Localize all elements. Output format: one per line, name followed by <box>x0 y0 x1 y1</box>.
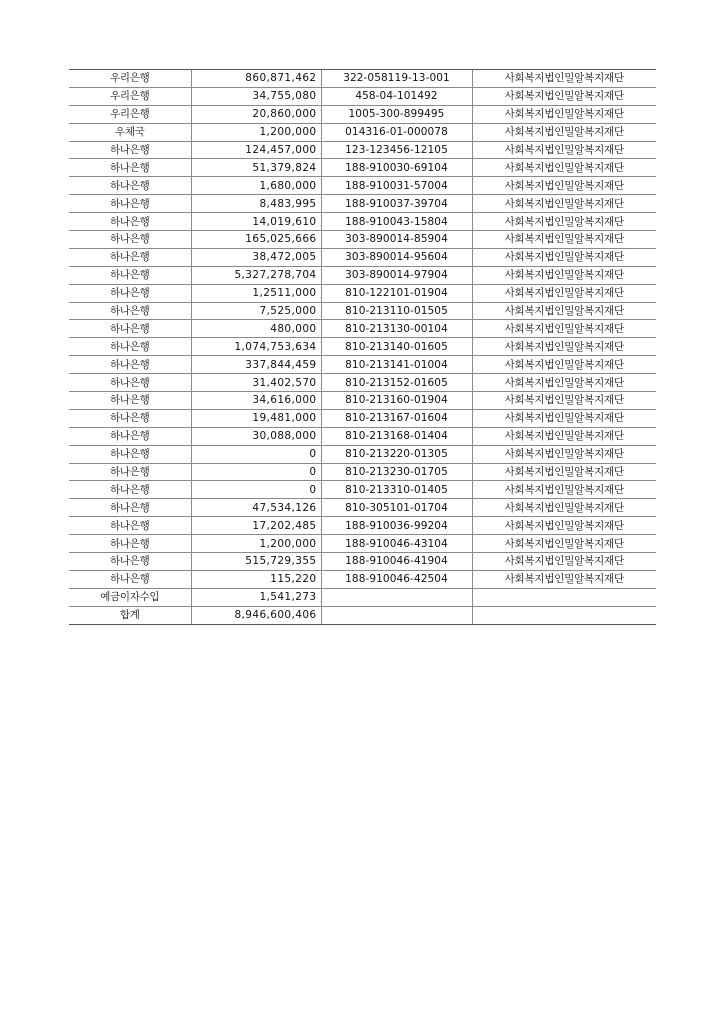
table-row <box>69 266 656 284</box>
account-holder-cell: 사회복지법인밀알복지재단 <box>472 517 656 535</box>
account-number-cell: 188-910043-15804 <box>321 213 472 231</box>
amount-cell: 124,457,000 <box>191 141 321 159</box>
bank-name-cell: 우리은행 <box>69 70 191 88</box>
account-number-cell: 810-213167-01604 <box>321 409 472 427</box>
interest-income-amount: 1,541,273 <box>191 588 321 606</box>
bank-name-cell: 우체국 <box>69 123 191 141</box>
bank-name-cell: 하나은행 <box>69 392 191 410</box>
bank-name-cell: 하나은행 <box>69 320 191 338</box>
table-row <box>69 302 656 320</box>
account-number-cell: 810-213168-01404 <box>321 427 472 445</box>
bank-name-cell: 하나은행 <box>69 195 191 213</box>
empty-cell <box>472 588 656 606</box>
account-number-cell: 188-910046-41904 <box>321 553 472 571</box>
account-holder-cell: 사회복지법인밀알복지재단 <box>472 248 656 266</box>
amount-cell: 860,871,462 <box>191 70 321 88</box>
bank-name-cell: 하나은행 <box>69 248 191 266</box>
bank-name-cell: 하나은행 <box>69 141 191 159</box>
bank-name-cell: 하나은행 <box>69 231 191 249</box>
table-row <box>69 374 656 392</box>
account-holder-cell: 사회복지법인밀알복지재단 <box>472 481 656 499</box>
interest-income-label: 예금이자수입 <box>69 588 191 606</box>
bank-name-cell: 하나은행 <box>69 409 191 427</box>
account-number-cell: 810-213220-01305 <box>321 445 472 463</box>
bank-name-cell: 하나은행 <box>69 517 191 535</box>
amount-cell: 51,379,824 <box>191 159 321 177</box>
table-row <box>69 445 656 463</box>
amount-cell: 0 <box>191 445 321 463</box>
account-holder-cell: 사회복지법인밀알복지재단 <box>472 374 656 392</box>
amount-cell: 38,472,005 <box>191 248 321 266</box>
account-holder-cell: 사회복지법인밀알복지재단 <box>472 463 656 481</box>
account-holder-cell: 사회복지법인밀알복지재단 <box>472 177 656 195</box>
amount-cell: 34,616,000 <box>191 392 321 410</box>
account-holder-cell: 사회복지법인밀알복지재단 <box>472 445 656 463</box>
table-row <box>69 553 656 571</box>
account-holder-cell: 사회복지법인밀알복지재단 <box>472 284 656 302</box>
table-row <box>69 499 656 517</box>
bank-name-cell: 하나은행 <box>69 284 191 302</box>
account-number-cell: 810-213130-00104 <box>321 320 472 338</box>
account-holder-cell: 사회복지법인밀알복지재단 <box>472 499 656 517</box>
account-number-cell: 303-890014-95604 <box>321 248 472 266</box>
interest-income-row <box>69 588 656 606</box>
account-holder-cell: 사회복지법인밀알복지재단 <box>472 427 656 445</box>
table-row <box>69 481 656 499</box>
table-row <box>69 231 656 249</box>
amount-cell: 14,019,610 <box>191 213 321 231</box>
account-holder-cell: 사회복지법인밀알복지재단 <box>472 392 656 410</box>
bank-name-cell: 하나은행 <box>69 177 191 195</box>
table-row <box>69 570 656 588</box>
account-number-cell: 810-122101-01904 <box>321 284 472 302</box>
table-body <box>69 70 656 625</box>
table-row <box>69 105 656 123</box>
bank-name-cell: 하나은행 <box>69 356 191 374</box>
account-number-cell: 188-910036-99204 <box>321 517 472 535</box>
account-holder-cell: 사회복지법인밀알복지재단 <box>472 213 656 231</box>
bank-name-cell: 하나은행 <box>69 553 191 571</box>
amount-cell: 31,402,570 <box>191 374 321 392</box>
amount-cell: 515,729,355 <box>191 553 321 571</box>
table-row <box>69 392 656 410</box>
total-amount: 8,946,600,406 <box>191 606 321 624</box>
account-holder-cell: 사회복지법인밀알복지재단 <box>472 195 656 213</box>
account-holder-cell: 사회복지법인밀알복지재단 <box>472 338 656 356</box>
account-holder-cell: 사회복지법인밀알복지재단 <box>472 70 656 88</box>
account-holder-cell: 사회복지법인밀알복지재단 <box>472 266 656 284</box>
amount-cell: 1,200,000 <box>191 535 321 553</box>
table-row <box>69 284 656 302</box>
amount-cell: 0 <box>191 481 321 499</box>
account-holder-cell: 사회복지법인밀알복지재단 <box>472 553 656 571</box>
account-number-cell: 188-910046-42504 <box>321 570 472 588</box>
amount-cell: 7,525,000 <box>191 302 321 320</box>
table-row <box>69 517 656 535</box>
bank-name-cell: 하나은행 <box>69 159 191 177</box>
bank-name-cell: 하나은행 <box>69 338 191 356</box>
account-number-cell: 188-910030-69104 <box>321 159 472 177</box>
account-number-cell: 810-213160-01904 <box>321 392 472 410</box>
account-number-cell: 322-058119-13-001 <box>321 70 472 88</box>
table-row <box>69 87 656 105</box>
account-number-cell: 810-213110-01505 <box>321 302 472 320</box>
table-row <box>69 320 656 338</box>
table-row <box>69 159 656 177</box>
amount-cell: 0 <box>191 463 321 481</box>
bank-account-table <box>69 69 656 625</box>
account-holder-cell: 사회복지법인밀알복지재단 <box>472 231 656 249</box>
account-holder-cell: 사회복지법인밀알복지재단 <box>472 535 656 553</box>
total-label: 합계 <box>69 606 191 624</box>
bank-name-cell: 우리은행 <box>69 87 191 105</box>
table-row <box>69 463 656 481</box>
account-number-cell: 188-910031-57004 <box>321 177 472 195</box>
account-number-cell: 123-123456-12105 <box>321 141 472 159</box>
account-number-cell: 810-213230-01705 <box>321 463 472 481</box>
amount-cell: 30,088,000 <box>191 427 321 445</box>
account-holder-cell: 사회복지법인밀알복지재단 <box>472 87 656 105</box>
amount-cell: 5,327,278,704 <box>191 266 321 284</box>
account-holder-cell: 사회복지법인밀알복지재단 <box>472 409 656 427</box>
table-row <box>69 427 656 445</box>
empty-cell <box>321 606 472 624</box>
amount-cell: 1,200,000 <box>191 123 321 141</box>
account-number-cell: 1005-300-899495 <box>321 105 472 123</box>
bank-name-cell: 하나은행 <box>69 570 191 588</box>
account-holder-cell: 사회복지법인밀알복지재단 <box>472 123 656 141</box>
bank-name-cell: 하나은행 <box>69 499 191 517</box>
table-row <box>69 70 656 88</box>
amount-cell: 34,755,080 <box>191 87 321 105</box>
account-number-cell: 810-213141-01004 <box>321 356 472 374</box>
amount-cell: 19,481,000 <box>191 409 321 427</box>
account-holder-cell: 사회복지법인밀알복지재단 <box>472 159 656 177</box>
amount-cell: 47,534,126 <box>191 499 321 517</box>
empty-cell <box>321 588 472 606</box>
account-number-cell: 303-890014-85904 <box>321 231 472 249</box>
bank-name-cell: 하나은행 <box>69 374 191 392</box>
amount-cell: 165,025,666 <box>191 231 321 249</box>
account-holder-cell: 사회복지법인밀알복지재단 <box>472 105 656 123</box>
table-row <box>69 195 656 213</box>
account-holder-cell: 사회복지법인밀알복지재단 <box>472 320 656 338</box>
amount-cell: 1,680,000 <box>191 177 321 195</box>
account-holder-cell: 사회복지법인밀알복지재단 <box>472 570 656 588</box>
bank-name-cell: 하나은행 <box>69 481 191 499</box>
bank-name-cell: 하나은행 <box>69 427 191 445</box>
account-number-cell: 303-890014-97904 <box>321 266 472 284</box>
account-holder-cell: 사회복지법인밀알복지재단 <box>472 141 656 159</box>
table-row <box>69 213 656 231</box>
account-number-cell: 458-04-101492 <box>321 87 472 105</box>
account-holder-cell: 사회복지법인밀알복지재단 <box>472 302 656 320</box>
empty-cell <box>472 606 656 624</box>
bank-name-cell: 하나은행 <box>69 266 191 284</box>
amount-cell: 1,2511,000 <box>191 284 321 302</box>
bank-name-cell: 하나은행 <box>69 302 191 320</box>
table-row <box>69 409 656 427</box>
bank-name-cell: 하나은행 <box>69 535 191 553</box>
table-row <box>69 338 656 356</box>
bank-name-cell: 하나은행 <box>69 445 191 463</box>
bank-name-cell: 우리은행 <box>69 105 191 123</box>
amount-cell: 8,483,995 <box>191 195 321 213</box>
account-number-cell: 810-213310-01405 <box>321 481 472 499</box>
account-number-cell: 810-213152-01605 <box>321 374 472 392</box>
account-number-cell: 188-910046-43104 <box>321 535 472 553</box>
account-number-cell: 188-910037-39704 <box>321 195 472 213</box>
bank-name-cell: 하나은행 <box>69 213 191 231</box>
account-number-cell: 810-305101-01704 <box>321 499 472 517</box>
table-row <box>69 177 656 195</box>
account-holder-cell: 사회복지법인밀알복지재단 <box>472 356 656 374</box>
amount-cell: 1,074,753,634 <box>191 338 321 356</box>
table-row <box>69 141 656 159</box>
amount-cell: 115,220 <box>191 570 321 588</box>
amount-cell: 17,202,485 <box>191 517 321 535</box>
bank-name-cell: 하나은행 <box>69 463 191 481</box>
table-row <box>69 535 656 553</box>
table-row <box>69 123 656 141</box>
account-number-cell: 014316-01-000078 <box>321 123 472 141</box>
amount-cell: 337,844,459 <box>191 356 321 374</box>
table-row <box>69 356 656 374</box>
amount-cell: 480,000 <box>191 320 321 338</box>
table-row <box>69 248 656 266</box>
account-number-cell: 810-213140-01605 <box>321 338 472 356</box>
amount-cell: 20,860,000 <box>191 105 321 123</box>
total-row <box>69 606 656 624</box>
